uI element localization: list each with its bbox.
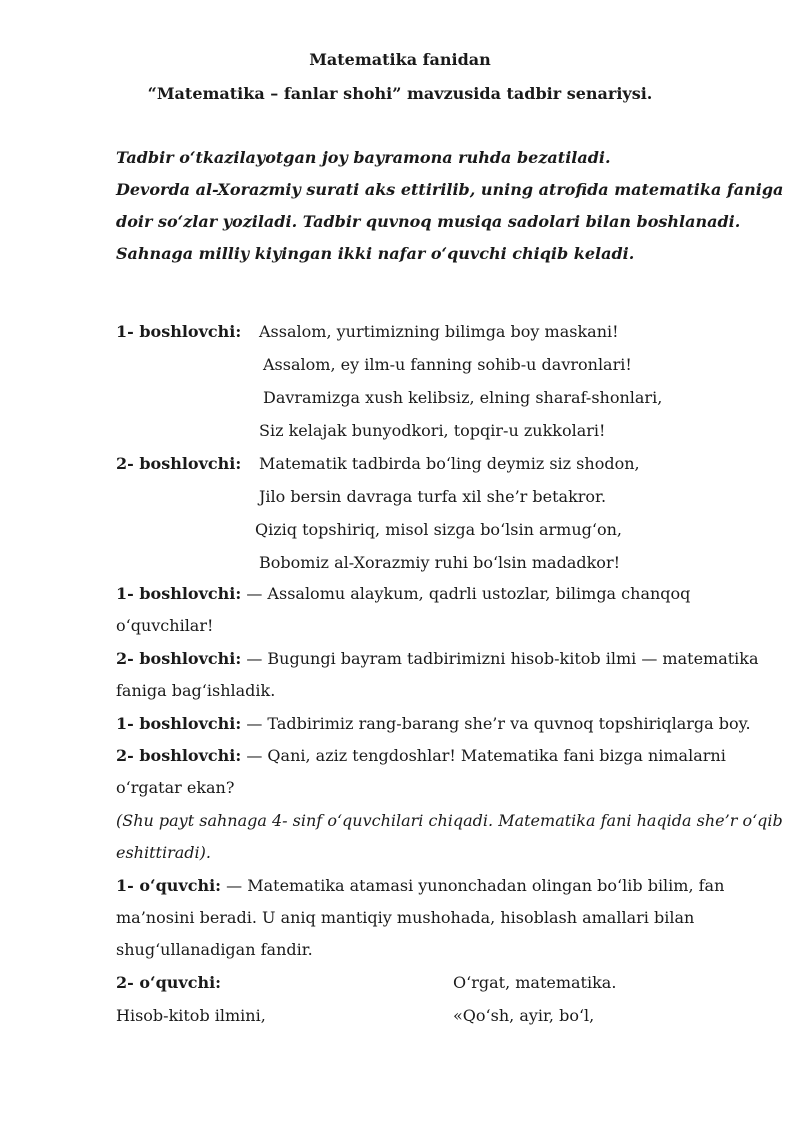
student-line xyxy=(116,876,724,896)
speaker-label: 1- boshlovchi: xyxy=(116,322,242,341)
poem-line: Qiziq topshiriq, misol sizga bo‘lsin armug‘on, xyxy=(255,520,622,539)
speaker-label: 1- o‘quvchi: xyxy=(116,876,222,895)
intro-line: Sahnaga milliy kiyingan ikki nafar o‘quvchi chiqib keladi. xyxy=(116,244,635,263)
dialogue-text: — Assalomu alaykum, qadrli ustozlar, bilimga chanqoq xyxy=(241,584,691,603)
student-text: ma’nosini beradi. U aniq mantiqiy mushohada, hisoblash amallari bilan xyxy=(116,908,695,927)
poem-line: O‘rgat, matematika. xyxy=(453,973,617,992)
poem-line: Matematik tadbirda bo‘ling deymiz siz shodon, xyxy=(259,454,640,473)
poem-line: «Qo‘sh, ayir, bo‘l, xyxy=(453,1006,595,1025)
poem-line: Assalom, ey ilm-u fanning sohib-u davronlari! xyxy=(263,355,632,374)
intro-line: Tadbir o‘tkazilayotgan joy bayramona ruhda bezatiladi. xyxy=(116,148,611,167)
speaker-label: 2- o‘quvchi: xyxy=(116,973,222,992)
stage-note: eshittiradi). xyxy=(116,843,211,862)
stage-note: (Shu payt sahnaga 4- sinf o‘quvchilari chiqadi. Matematika fani haqida she’r o‘qib xyxy=(116,811,783,830)
student-text: — Matematika atamasi yunonchadan olingan bo‘lib bilim, fan xyxy=(221,876,725,895)
dialogue-line xyxy=(116,746,726,766)
speaker-label: 2- boshlovchi: xyxy=(116,454,242,473)
poem-line: Siz kelajak bunyodkori, topqir-u zukkolari! xyxy=(259,421,606,440)
poem-line: Assalom, yurtimizning bilimga boy maskani! xyxy=(259,322,619,341)
dialogue-text: o‘rgatar ekan? xyxy=(116,778,235,797)
poem-line: Bobomiz al-Xorazmiy ruhi bo‘lsin madadkor! xyxy=(259,553,621,572)
dialogue-line xyxy=(116,649,759,669)
speaker-label: 1- boshlovchi: xyxy=(116,584,242,603)
student-text: shug‘ullanadigan fandir. xyxy=(116,940,313,959)
dialogue-text: faniga bag‘ishladik. xyxy=(116,681,276,700)
dialogue-line xyxy=(116,714,751,734)
dialogue-line xyxy=(116,584,690,604)
poem-line: Jilo bersin davraga turfa xil she’r betakror. xyxy=(259,487,607,506)
dialogue-text: o‘quvchilar! xyxy=(116,616,214,635)
document-subtitle: “Matematika – fanlar shohi” mavzusida tadbir senariysi. xyxy=(147,84,653,103)
speaker-label: 2- boshlovchi: xyxy=(116,746,242,765)
dialogue-text: — Tadbirimiz rang-barang she’r va quvnoq topshiriqlarga boy. xyxy=(241,714,751,733)
poem-line: Davramizga xush kelibsiz, elning sharaf-shonlari, xyxy=(263,388,663,407)
dialogue-text: — Qani, aziz tengdoshlar! Matematika fani bizga nimalarni xyxy=(241,746,726,765)
speaker-label: 2- boshlovchi: xyxy=(116,649,242,668)
intro-line: Devorda al-Xorazmiy surati aks ettirilib, uning atrofida matematika faniga xyxy=(116,180,784,199)
dialogue-text: — Bugungi bayram tadbirimizni hisob-kitob ilmi — matematika xyxy=(241,649,759,668)
speaker-label: 1- boshlovchi: xyxy=(116,714,242,733)
intro-line: doir so‘zlar yoziladi. Tadbir quvnoq musiqa sadolari bilan boshlanadi. xyxy=(116,212,741,231)
document-title: Matematika fanidan xyxy=(309,50,491,69)
poem-line: Hisob-kitob ilmini, xyxy=(116,1006,266,1025)
